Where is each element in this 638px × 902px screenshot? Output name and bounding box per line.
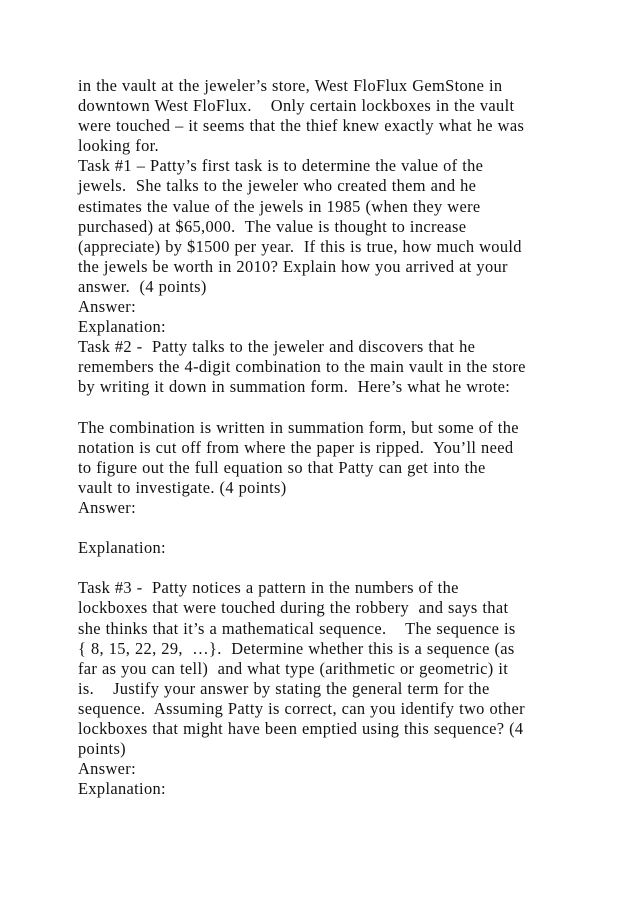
text-line: is. Justify your answer by stating the general term for the [78, 678, 490, 698]
blank-line [78, 558, 588, 578]
task-2-heading-line: Task #2 - Patty talks to the jeweler and discovers that he [78, 337, 476, 357]
text-line: { 8, 15, 22, 29, …}. Determine whether this is a sequence (as [78, 638, 515, 658]
text-line: answer. (4 points) [78, 276, 207, 296]
text-line: sequence. Assuming Patty is correct, can you identify two other [78, 698, 525, 718]
text-line: estimates the value of the jewels in 1985 (when they were [78, 196, 481, 216]
task-1-heading-line: Task #1 – Patty’s first task is to determine the value of the [78, 156, 484, 176]
text-line: the jewels be worth in 2010? Explain how you arrived at your [78, 256, 508, 276]
text-line: downtown West FloFlux. Only certain lockboxes in the vault [78, 96, 515, 116]
text-line: she thinks that it’s a mathematical sequence. The sequence is [78, 618, 516, 638]
text-line: looking for. [78, 136, 159, 156]
answer-label: Answer: [78, 759, 136, 779]
text-line: lockboxes that were touched during the robbery and says that [78, 598, 509, 618]
text-line: The combination is written in summation form, but some of the [78, 417, 519, 437]
text-line: to figure out the full equation so that Patty can get into the [78, 457, 486, 477]
text-line: notation is cut off from where the paper is ripped. You’ll need [78, 437, 514, 457]
text-line: lockboxes that might have been emptied using this sequence? (4 [78, 719, 524, 738]
text-line: in the vault at the jeweler’s store, West FloFlux GemStone in [78, 76, 503, 95]
explanation-label: Explanation: [78, 317, 166, 337]
answer-label: Answer: [78, 297, 136, 317]
document-body [78, 76, 588, 799]
text-line: vault to investigate. (4 points) [78, 477, 287, 497]
text-line: points) [78, 739, 126, 759]
explanation-label: Explanation: [78, 779, 166, 799]
text-line: jewels. She talks to the jeweler who created them and he [78, 176, 477, 196]
answer-label: Answer: [78, 497, 136, 517]
text-line: by writing it down in summation form. Here’s what he wrote: [78, 377, 511, 397]
text-line: were touched – it seems that the thief knew exactly what he was [78, 116, 525, 136]
text-line: remembers the 4-digit combination to the main vault in the store [78, 357, 526, 377]
explanation-label: Explanation: [78, 538, 166, 558]
text-line: (appreciate) by $1500 per year. If this is true, how much would [78, 236, 522, 256]
blank-line [78, 518, 588, 538]
text-line: purchased) at $65,000. The value is thought to increase [78, 216, 467, 236]
text-line: far as you can tell) and what type (arithmetic or geometric) it [78, 658, 509, 678]
task-3-heading-line: Task #3 - Patty notices a pattern in the numbers of the [78, 578, 459, 598]
blank-line [78, 398, 588, 418]
